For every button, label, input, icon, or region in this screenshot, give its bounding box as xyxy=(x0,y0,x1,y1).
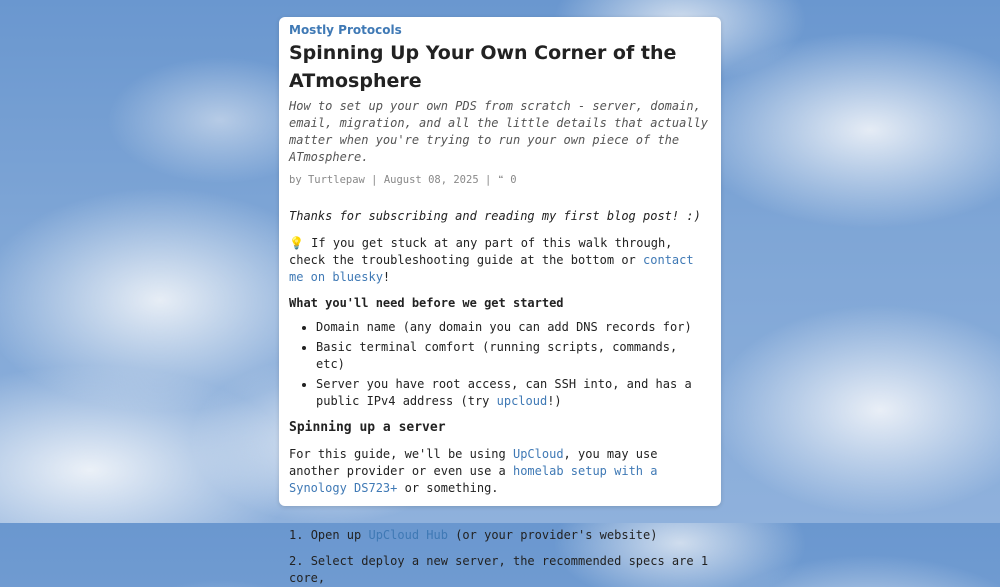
prereq-list xyxy=(289,319,711,410)
author-link[interactable]: by Turtlepaw xyxy=(289,174,365,186)
tip-text: If you get stuck at any part of this walk through, check the troubleshooting guide at the bottom or xyxy=(289,236,673,267)
list-item: • Basic terminal comfort (running scripts, commands, etc) xyxy=(316,339,711,373)
list-item-text: Server you have root access, can SSH into, and has a public IPv4 address (try xyxy=(316,377,692,408)
lightbulb-icon: 💡 xyxy=(289,236,304,250)
quote-icon[interactable]: ❝ xyxy=(497,174,504,186)
post-subtitle: How to set up your own PDS from scratch - server, domain, email, migration, and all the little details that actually matter when you're trying to run your own piece of the ATmosphere. xyxy=(289,99,709,164)
step-text: Open up xyxy=(310,528,369,542)
list-item: • Domain name (any domain you can add DNS records for) xyxy=(316,319,711,336)
post-title: Spinning Up Your Own Corner of the ATmosphere xyxy=(289,42,677,92)
paragraph-text: For this guide, we'll be using xyxy=(289,447,513,461)
step-text: (or your provider's website) xyxy=(447,528,658,542)
post-meta xyxy=(289,174,711,186)
server-paragraph xyxy=(289,446,711,497)
upcloud-hub-link[interactable]: UpCloud Hub xyxy=(368,528,448,542)
paragraph-text: , you may use another provider or even use a xyxy=(289,447,658,478)
list-item xyxy=(316,376,711,410)
blog-name-link[interactable]: Mostly Protocols xyxy=(289,23,402,37)
prereq-heading: What you'll need before we get started xyxy=(289,296,564,310)
step-text: Select deploy a new server, the recommended specs are 1 core, xyxy=(289,554,709,585)
upcloud-link[interactable]: upcloud xyxy=(496,394,548,408)
comment-count[interactable]: 0 xyxy=(510,174,517,186)
post-date: August 08, 2025 xyxy=(383,174,479,186)
tip-paragraph xyxy=(289,235,711,286)
meta-separator: | xyxy=(364,174,384,186)
paragraph-text: or something. xyxy=(397,481,499,495)
homelab-synology-link[interactable]: homelab setup with a Synology DS723+ xyxy=(289,464,658,495)
server-heading: Spinning up a server xyxy=(289,420,446,435)
step-1 xyxy=(289,527,711,544)
meta-separator: | xyxy=(478,174,498,186)
step-2 xyxy=(289,553,711,587)
post-card xyxy=(279,17,721,585)
tip-text-end: ! xyxy=(382,270,391,284)
step-number: 1. xyxy=(289,528,311,542)
step-number: 2. xyxy=(289,554,311,568)
upcloud-link[interactable]: UpCloud xyxy=(512,447,564,461)
list-item-text-end: !) xyxy=(547,394,562,408)
intro-text: Thanks for subscribing and reading my first blog post! :) xyxy=(289,209,701,223)
contact-bluesky-link[interactable]: contact me on bluesky xyxy=(289,253,694,284)
